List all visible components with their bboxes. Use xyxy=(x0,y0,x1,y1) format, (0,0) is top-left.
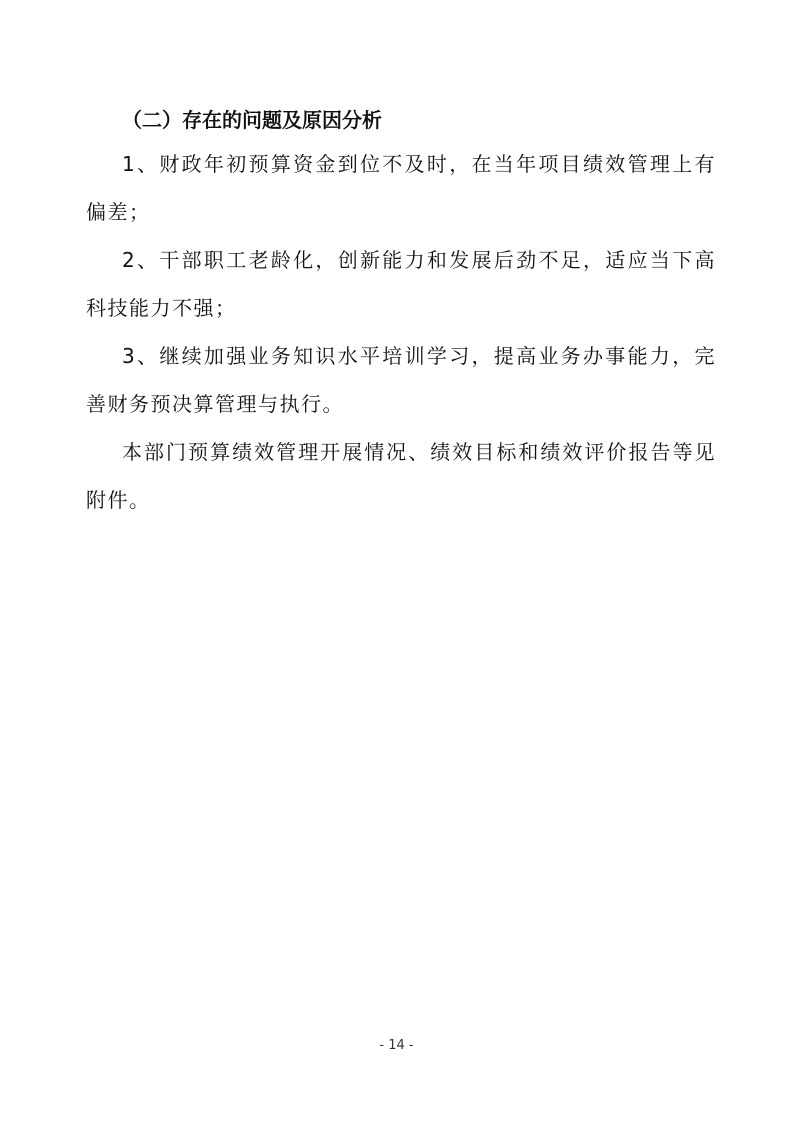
page-content xyxy=(86,100,716,524)
paragraph-2: 2、干部职工老龄化，创新能力和发展后劲不足，适应当下高科技能力不强； xyxy=(86,248,716,320)
paragraph-1: 1、财政年初预算资金到位不及时，在当年项目绩效管理上有偏差； xyxy=(86,152,716,224)
section-heading: （二）存在的问题及原因分析 xyxy=(122,108,382,132)
paragraph-4: 本部门预算绩效管理开展情况、绩效目标和绩效评价报告等见附件。 xyxy=(86,440,716,512)
page-number: - 14 - xyxy=(379,1038,414,1053)
paragraph-3: 3、继续加强业务知识水平培训学习，提高业务办事能力，完善财务预决算管理与执行。 xyxy=(86,344,716,416)
